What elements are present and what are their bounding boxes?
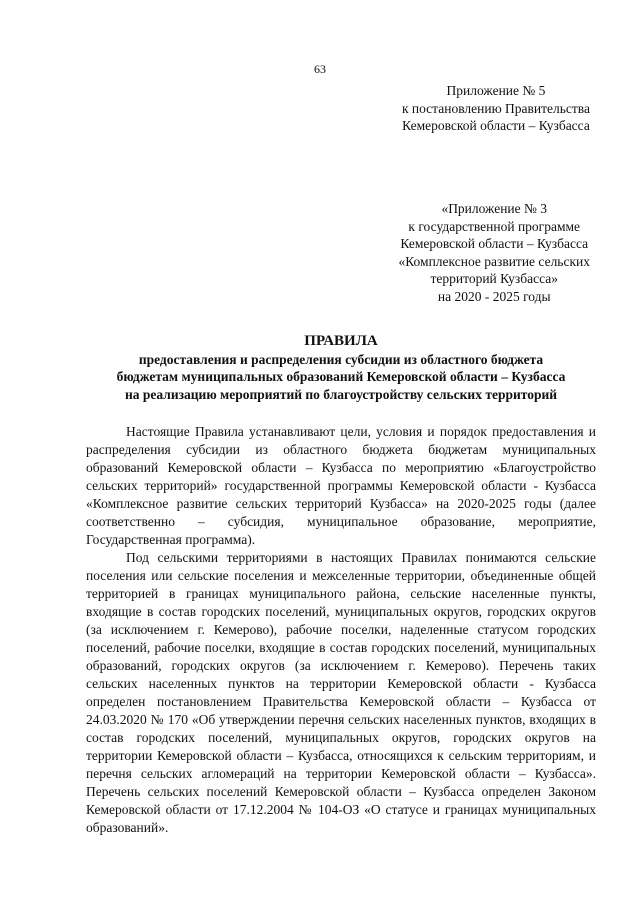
appendix-3-line: «Приложение № 3	[441, 201, 548, 216]
document-body	[86, 423, 596, 837]
appendix-3-header	[398, 200, 590, 305]
appendix-3-line: Кемеровской области – Кузбасса	[400, 236, 589, 251]
paragraph: Настоящие Правила устанавливают цели, условия и порядок предоставления и распределения субсидии из областного бюджета бюджетам муниципальных образований Кемеровской области – Кузбасса по мероприятию «Благоустройство сельских территорий» государственной программы Кемеровской области - Кузбасса «Комплексное развитие сельских территорий Кузбасса» на 2020-2025 годы (далее соответственно – субсидия, муниципальное образование, мероприятие, Государственная программа).	[86, 424, 596, 547]
title-main: ПРАВИЛА	[304, 333, 378, 349]
appendix-5-header	[402, 82, 590, 135]
title-subline: на реализацию мероприятий по благоустройству сельских территорий	[124, 386, 558, 402]
title-subline: предоставления и распределения субсидии из областного бюджета	[138, 351, 544, 367]
appendix-3-line: территорий Кузбасса»	[430, 271, 558, 286]
page-number: 63	[314, 62, 326, 76]
appendix-3-line: к государственной программе	[408, 218, 581, 234]
appendix-5-line: к постановлению Правительства	[401, 100, 590, 116]
appendix-3-line: на 2020 - 2025 годы	[437, 288, 551, 304]
appendix-5-line: Кемеровской области – Кузбасса	[402, 118, 590, 133]
appendix-3-line: «Комплексное развитие сельских	[398, 253, 590, 269]
title-subline: бюджетам муниципальных образований Кемеровской области – Кузбасса	[116, 369, 566, 384]
paragraph: Под сельскими территориями в настоящих Правилах понимаются сельские поселения или сельские поселения и межселенные территории, объединенные общей территорией в границах муниципального района, сельские населенные пункты, входящие в состав городских поселений, муниципальных округов, городских округов (за исключением г. Кемерово), рабочие поселки, наделенные статусом городских поселений, рабочие поселки, входящие в состав городских поселений, муниципальных образований, городских округов (за исключением г. Кемерово). Перечень таких сельских населенных пунктов на территории Кемеровской области - Кузбасса определен постановлением Правительства Кемеровской области – Кузбасса от 24.03.2020 № 170 «Об утверждении перечня сельских населенных пунктов, входящих в состав городских поселений, муниципальных округов, городских округов на территории Кемеровской области – Кузбасса, относящихся к сельским территориям, и перечня сельских агломераций на территории Кемеровской области – Кузбасса». Перечень сельских поселений Кемеровской области – Кузбасса определен Законом Кемеровской области от 17.12.2004 № 104-ОЗ «О статусе и границах муниципальных образований».	[86, 550, 596, 835]
document-title	[86, 333, 596, 403]
appendix-5-line: Приложение № 5	[446, 83, 546, 98]
